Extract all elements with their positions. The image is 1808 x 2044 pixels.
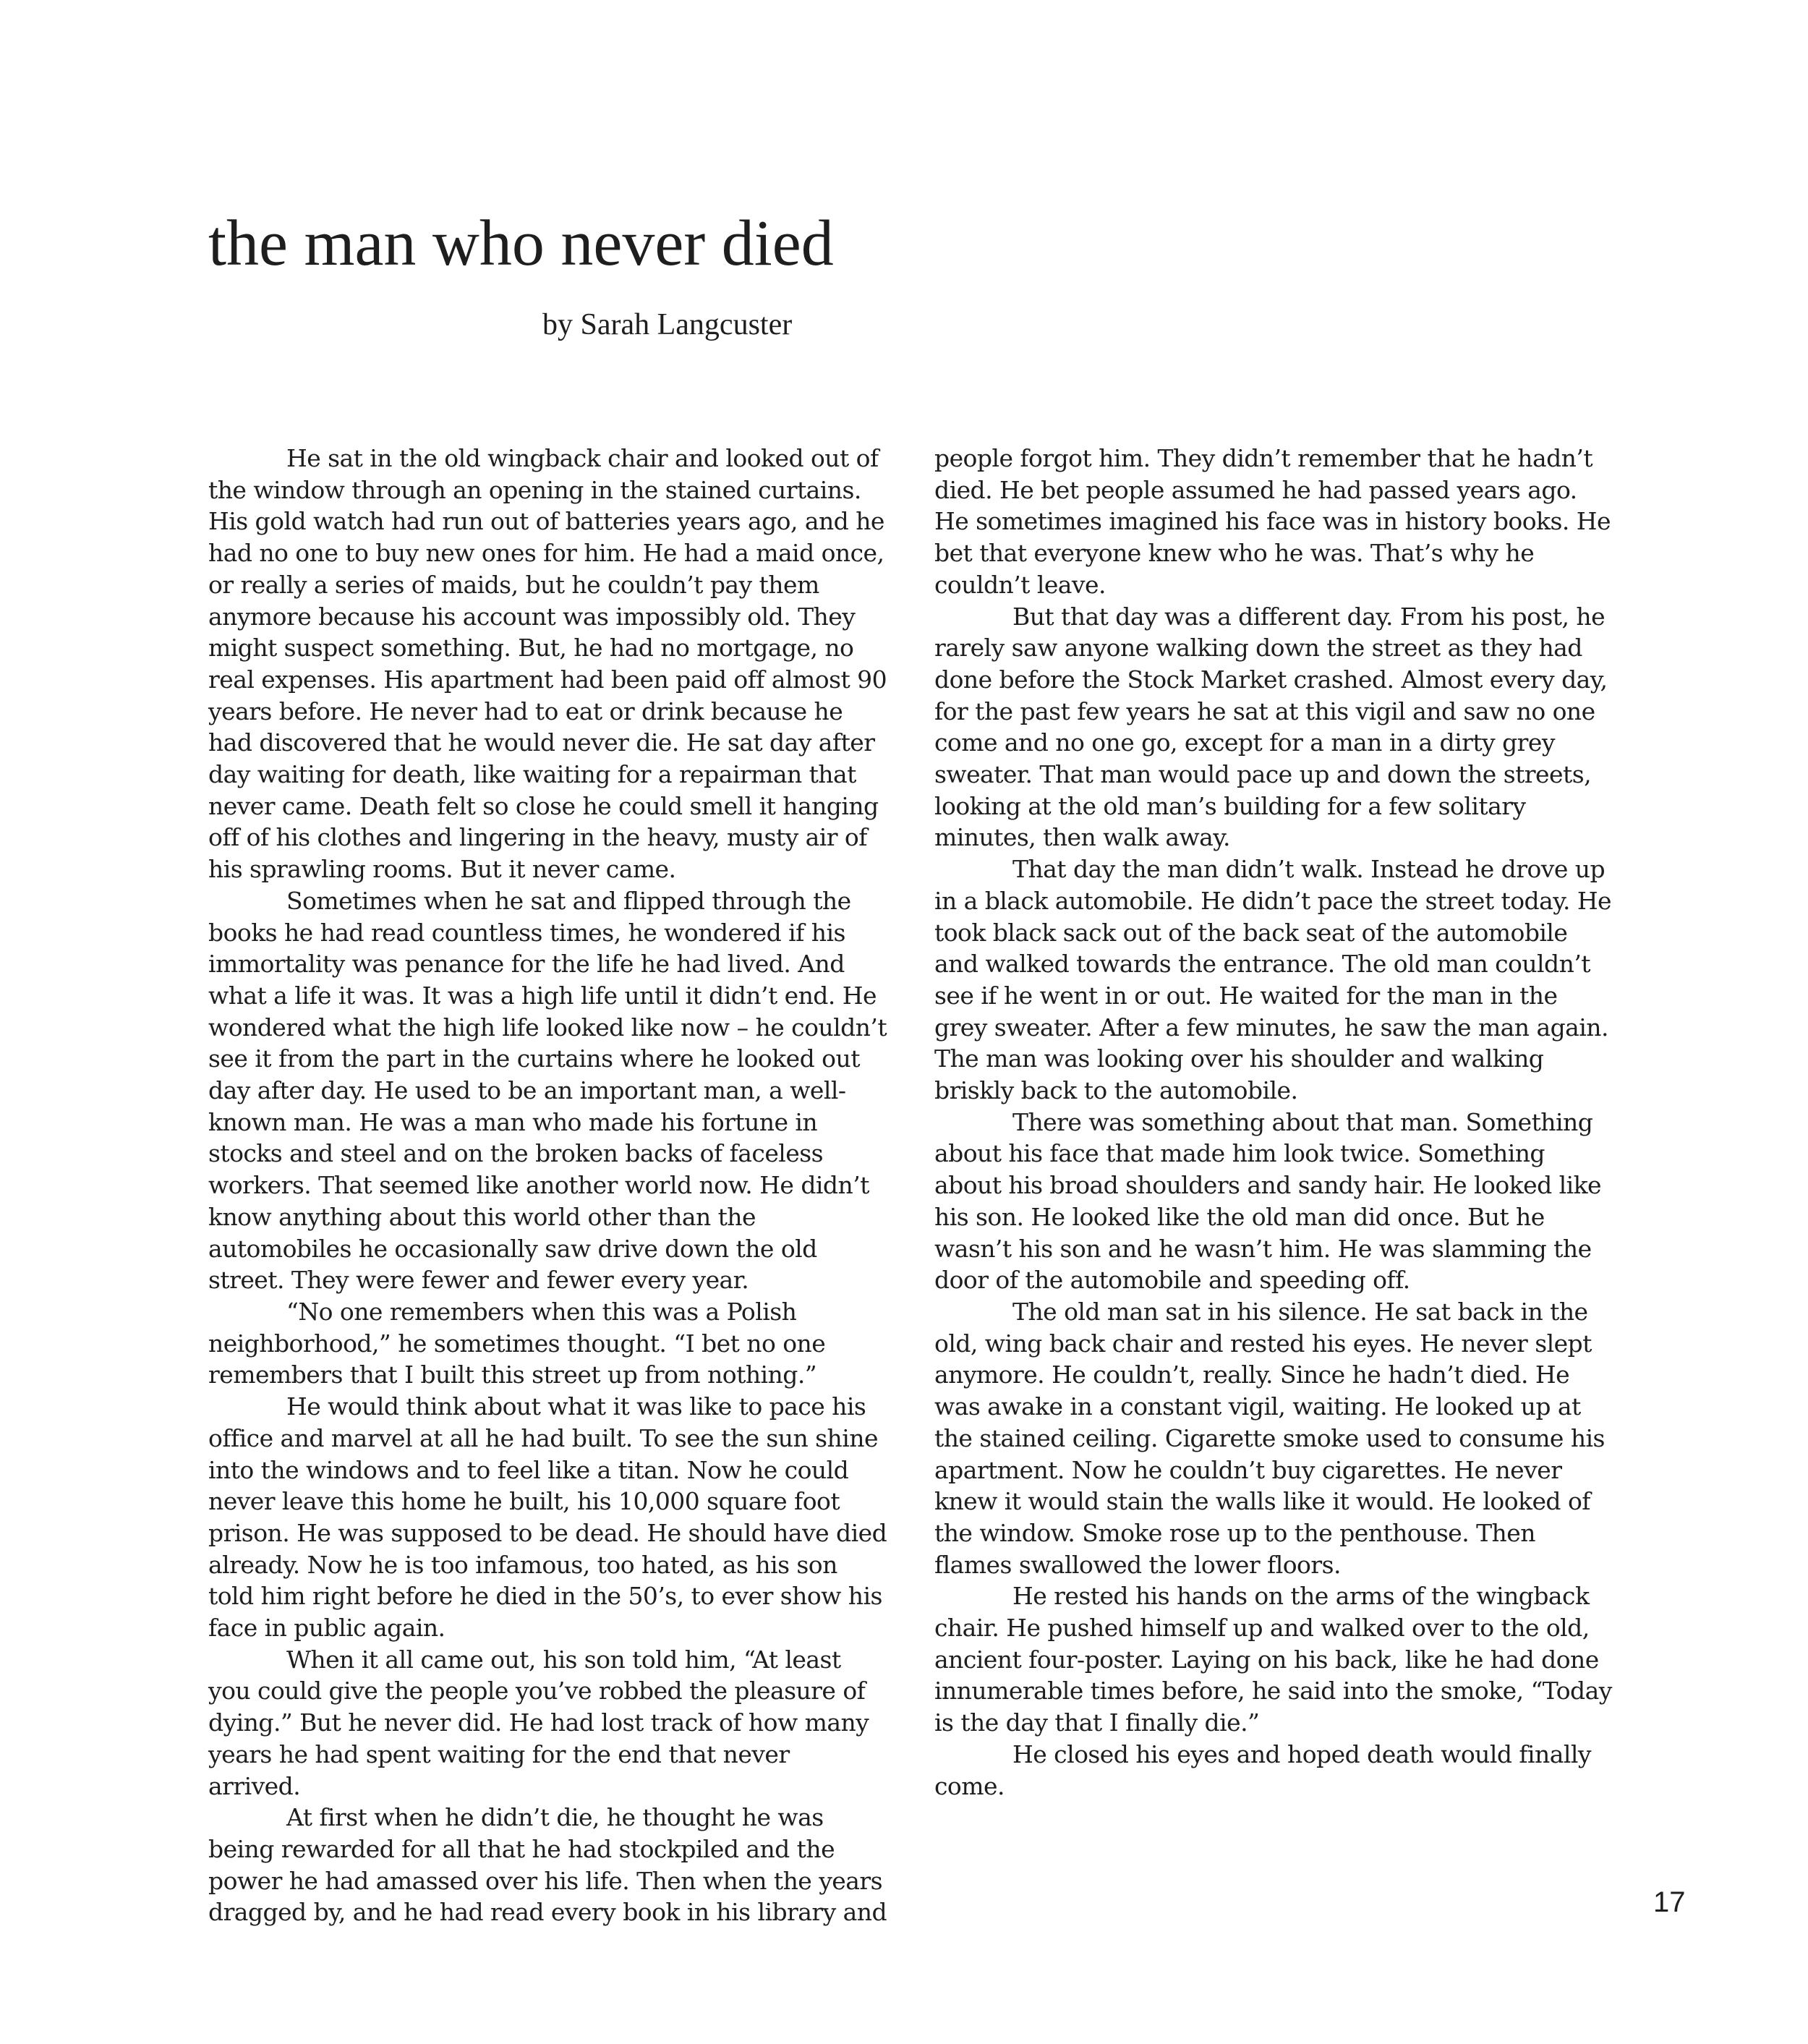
page-number: 17	[1653, 1886, 1686, 1918]
paragraph: When it all came out, his son told him, “At least you could give the people you’ve robbed the pleasure of dying.” But he never did. He had lost track of how many years he had spent waiting for the end that never arrived.	[208, 1645, 869, 1800]
story-column-right	[934, 443, 1614, 1802]
paragraph: The old man sat in his silence. He sat back in the old, wing back chair and rested his eyes. He never slept anymore. He couldn’t, really. Since he hadn’t died. He was awake in a constant vigil, waiting. He looked up at the stained ceiling. Cigarette smoke used to consume his apartment. Now he couldn’t buy cigarettes. He never knew it would stain the walls like it would. He looked of the window. Smoke rose up to the penthouse. Then flames swallowed the lower floors.	[934, 1297, 1605, 1579]
paragraph: That day the man didn’t walk. Instead he drove up in a black automobile. He didn’t pace the street today. He took black sack out of the back seat of the automobile and walked towards the entrance. The old man couldn’t see if he went in or out. He waited for the man in the grey sweater. After a few minutes, he saw the man again. The man was looking over his shoulder and walking briskly back to the automobile.	[934, 855, 1612, 1105]
story-title: the man who never died	[208, 208, 834, 279]
paragraph: He sat in the old wingback chair and looked out of the window through an opening in the stained curtains. His gold watch had run out of batteries years ago, and he had no one to buy new ones for him. He had a maid once, or really a series of maids, but he couldn’t pay them anymore because his account was impossibly old. They might suspect something. But, he had no mortgage, no real expenses. His apartment had been paid off almost 90 years before. He never had to eat or drink because he had discovered that he would never die. He sat day after day waiting for death, like waiting for a repairman that never came. Death felt so close he could smell it hanging off of his clothes and lingering in the heavy, musty air of his sprawling rooms. But it never came.	[208, 444, 887, 884]
paragraph: But that day was a different day. From his post, he rarely saw anyone walking down the street as they had done before the Stock Market crashed. Almost every day, for the past few years he sat at this vigil and saw no one come and no one go, except for a man in a dirty grey sweater. That man would pace up and down the streets, looking at the old man’s building for a few solitary minutes, then walk away.	[934, 602, 1608, 852]
paragraph: He would think about what it was like to pace his office and marvel at all he had built. To see the sun shine into the windows and to feel like a titan. Now he could never leave this home he built, his 10,000 square foot prison. He was supposed to be dead. He should have died already. Now he is too infamous, too hated, as his son told him right before he died in the 50’s, to ever show his face in public again.	[208, 1392, 887, 1643]
paragraph: There was something about that man. Something about his face that made him look twice. Something about his broad shoulders and sandy hair. He looked like his son. He looked like the old man did once. But he wasn’t his son and he wasn’t him. He was slamming the door of the automobile and speeding off.	[934, 1107, 1602, 1295]
paragraph: “No one remembers when this was a Polish neighborhood,” he sometimes thought. “I bet no one remembers that I built this street up from nothing.”	[208, 1297, 826, 1389]
author-byline: by Sarah Langcuster	[542, 308, 793, 341]
paragraph: Sometimes when he sat and flipped through the books he had read countless times, he wondered if his immortality was penance for the life he had lived. And what a life it was. It was a high life until it didn’t end. He wondered what the high life looked like now – he couldn’t see it from the part in the curtains where he looked out day after day. He used to be an important man, a well-known man. He was a man who made his fortune in stocks and steel and on the broken backs of faceless workers. That seemed like another world now. He didn’t know anything about this world other than the automobiles he occasionally saw drive down the old street. They were fewer and fewer every year.	[208, 886, 887, 1295]
paragraph: He closed his eyes and hoped death would finally come.	[934, 1739, 1591, 1800]
paragraph: He rested his hands on the arms of the wingback chair. He pushed himself up and walked over to the old, ancient four-poster. Laying on his back, like he had done innumerable times before, he said into the smoke, “Today is the day that I finally die.”	[934, 1582, 1612, 1737]
paragraph-continued: people forgot him. They didn’t remember that he hadn’t died. He bet people assumed he had passed years ago. He sometimes imagined his face was in history books. He bet that everyone knew who he was. That’s why he couldn’t leave.	[934, 444, 1611, 599]
story-column-left	[208, 443, 888, 1928]
paragraph: At first when he didn’t die, he thought he was being rewarded for all that he had stockpiled and the power he had amassed over his life. Then when the years dragged by, and he had read every book in his library and	[208, 1803, 887, 1927]
